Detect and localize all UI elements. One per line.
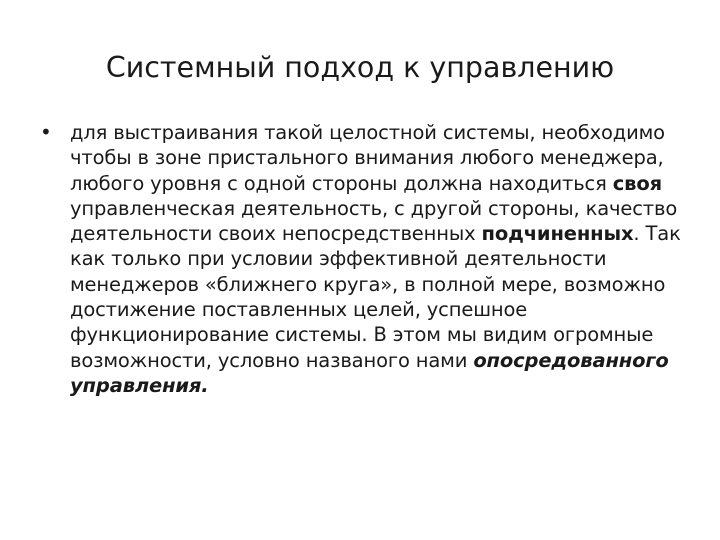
bullet-list (40, 120, 690, 398)
text-segment: . Так как только при условии эффективной деятельности менеджеров «ближнего круга», в полной мере, возможно достижение поставленных целей, успешное функционирование системы. В этом мы видим огромные возможности, условно названого нами (70, 222, 681, 372)
text-segment: управленческая деятельность, с другой стороны, качество деятельности своих непосредственных (70, 196, 678, 246)
bullet-text (70, 121, 681, 397)
bold-italic-text-content: опосредованного управления. (70, 348, 669, 397)
bold-text-own: своя (612, 171, 662, 195)
text-segment: для выстраивания такой целостной системы, необходимо чтобы в зоне пристального внимания любого менеджера, любого уровня с одной стороны должна находиться (70, 121, 665, 195)
slide-title: Системный подход к управлению (105, 51, 615, 84)
bold-text-subordinates: подчиненных (481, 222, 634, 246)
bullet-icon: • (40, 120, 52, 144)
list-item (40, 120, 690, 398)
